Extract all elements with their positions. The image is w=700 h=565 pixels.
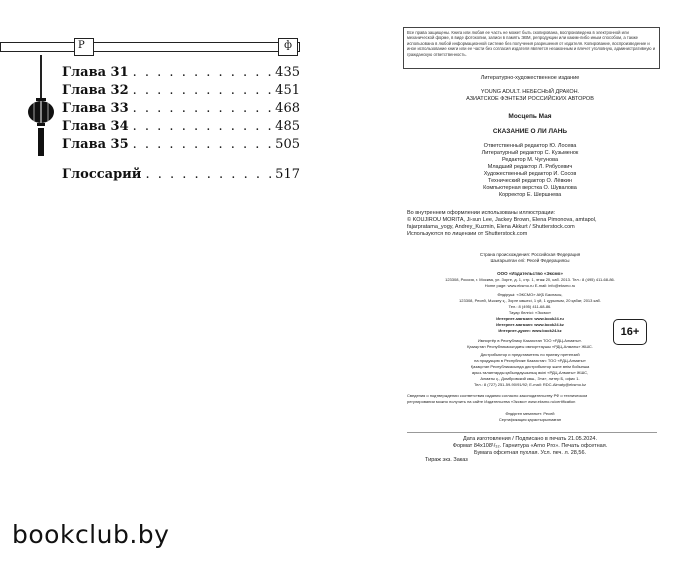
publisher-line: Өндіруші: «ЭКСМО» АҚБ Баспасы, [497, 292, 563, 297]
credit-line: Художественный редактор И. Сосов [483, 171, 577, 177]
toc-page: 517 [275, 167, 300, 182]
illustration-credit: Во внутреннем оформлении использованы иллюстрации: [407, 210, 556, 216]
divider [407, 432, 657, 433]
toc-leader [129, 83, 276, 98]
toc-page: 485 [275, 119, 300, 134]
publisher-line: Тел.: 8 (495) 411-68-86. [508, 304, 552, 309]
publisher-line: Home page: www.eksmo.ru E-mail: info@eksmo.ru [484, 283, 576, 288]
toc-page: 468 [275, 101, 300, 116]
toc-leader [129, 65, 276, 80]
publisher-line: Интернет-магазин: www.book24.kz [496, 322, 564, 327]
toc-entry-glossary [62, 167, 300, 185]
print-info: Формат 84x108¹/₃₂. Гарнитура «Arno Pro». Печать офсетная. [452, 443, 608, 449]
toc-leader [129, 119, 276, 134]
credit-line: Редактор М. Чугунова [501, 157, 559, 163]
legal-line: Сертификация қарастырылмаған [498, 417, 562, 422]
toc-page: 435 [275, 65, 300, 80]
toc-leader [129, 101, 276, 116]
distribution-line: Қазақстан Республикасындағы импорттаушы «РДЦ-Алматы» ЖШС. [467, 344, 593, 349]
print-info: Дата изготовления / Подписано в печать 21.05.2024. [462, 436, 598, 442]
illustration-credit: Используются по лицензии от Shutterstock.com [407, 231, 528, 237]
toc-entry [62, 65, 300, 83]
lantern-icon [27, 98, 55, 158]
book-title: СКАЗАНИЕ О ЛИ ЛАНЬ [492, 128, 568, 135]
distribution-line: Дистрибьютор и представитель по приему претензий [480, 352, 580, 357]
toc-title: Глоссарий [62, 167, 142, 182]
rod-cap-left: P [74, 38, 94, 56]
toc-entry [62, 137, 300, 155]
toc-page: 451 [275, 83, 300, 98]
origin: Шығарылған елі: Ресей Федерациясы [490, 258, 570, 263]
genre: Литературно-художественное издание [480, 75, 580, 81]
copyright-notice: Все права защищены. Книга или любая ее часть не может быть скопирована, воспроизведена в электронной или механической форме, в виде фотокопии, записи в память ЭВМ, репродукции или каким-либо иным способом, а также использована в любой информационной системе без получения разрешения от издателя. Копирование, воспроизведение и иное использование книги или ее части без согласия издателя является незаконным и влечет уголовную, административную и гражданскую ответственность. [403, 27, 660, 69]
distribution-line: Тел.: 8 (727) 251-59-90/91/92; E-mail: RDC-Almaty@eksmo.kz [473, 382, 587, 387]
credit-line: Корректор Е. Шершнева [498, 192, 562, 198]
publisher-line: Тауар белгісі: «Эксмо» [508, 310, 552, 315]
toc-page: 505 [275, 137, 300, 152]
legal-line: регулировании можно получить на сайте Издательства «Эксмо» www.eksmo.ru/certification [407, 399, 576, 404]
distribution-line: Импортёр в Республику Казахстан ТОО «РДЦ-Алматы». [477, 338, 583, 343]
print-info: Тираж экз. Заказ [425, 457, 468, 463]
credit-line: Компьютерная верстка О. Шувалова [483, 185, 577, 191]
scroll-rod [0, 40, 300, 56]
toc-entry [62, 119, 300, 137]
publisher-line: 123308, Россия, г. Москва, ул. Зорге, д. 1, стр. 1, этаж 20, каб. 2013. Тел.: 8 (495) 411-68-86. [445, 277, 615, 282]
age-rating-badge: 16+ [613, 319, 647, 345]
rod-cap-right: ф [278, 38, 298, 56]
toc-entry [62, 101, 300, 119]
print-info: Бумага офсетная пухлая. Усл. печ. л. 28,56. [473, 450, 587, 456]
rod-bar [0, 42, 300, 52]
watermark: bookclub.by [12, 520, 170, 549]
distribution-line: арыз-талаптарды қабылдаушының өкілі «РДЦ-Алматы» ЖШС, [471, 370, 589, 375]
publisher: ООО «Издательство «Эксмо» [497, 271, 563, 276]
distribution-line: на продукцию в Республике Казахстан: ТОО «РДЦ-Алматы» [474, 358, 586, 363]
credit-line: Младший редактор Л. Рябусевич [487, 164, 573, 170]
distribution-line: Алматы қ., Домбровский көш., 3«а», литер Б, офис 1. [480, 376, 580, 381]
toc-title: Глава 34 [62, 119, 129, 134]
toc-title: Глава 31 [62, 65, 129, 80]
right-page-imprint [350, 0, 700, 565]
toc-title: Глава 35 [62, 137, 129, 152]
toc-entry [62, 83, 300, 101]
series-line-2: АЗИАТСКОЕ ФЭНТЕЗИ РОССИЙСКИХ АВТОРОВ [466, 96, 594, 102]
illustration-credit: © KOUJIROU MORITA, Ji-sun Lee, Jackey Brown, Elena Pimonova, amtapol, [407, 217, 597, 223]
credit-line: Технический редактор О. Лёвкин [488, 178, 572, 184]
publisher-line: Интернет-дүкен: www.book24.kz [498, 328, 562, 333]
credit-line: Литературный редактор С. Кузьменок [481, 150, 579, 156]
series-line-1: YOUNG ADULT. НЕБЕСНЫЙ ДРАКОН. [480, 89, 580, 95]
credit-line: Ответственный редактор Ю. Лосева [483, 143, 577, 149]
illustration-credit: fajarpratama_yogy, Andrey_Kuzmin, Elena Akkurt / Shutterstock.com [407, 224, 575, 230]
origin: Страна происхождения: Российская Федерация [479, 252, 581, 257]
legal-line: Сведения о подтверждении соответствия издания согласно законодательству РФ о техническом [407, 393, 588, 398]
legal-line: Өндірген мемлекет: Ресей [505, 411, 555, 416]
lantern-string [40, 55, 42, 100]
publisher-line: Интернет-магазин: www.book24.ru [496, 316, 564, 321]
toc-title: Глава 32 [62, 83, 129, 98]
toc-leader [129, 137, 276, 152]
toc-title: Глава 33 [62, 101, 129, 116]
author: Мосцепь Мая [508, 113, 552, 120]
publisher-line: 123308, Ресей, Мәскеу қ., Зорге көшесі, 1 үй, 1 құрылым, 20 қабат, 2013 каб. [459, 298, 601, 303]
toc-leader [141, 167, 275, 182]
distribution-line: Қазақстан Республикасында дистрибьютор және өнім бойынша [470, 364, 590, 369]
